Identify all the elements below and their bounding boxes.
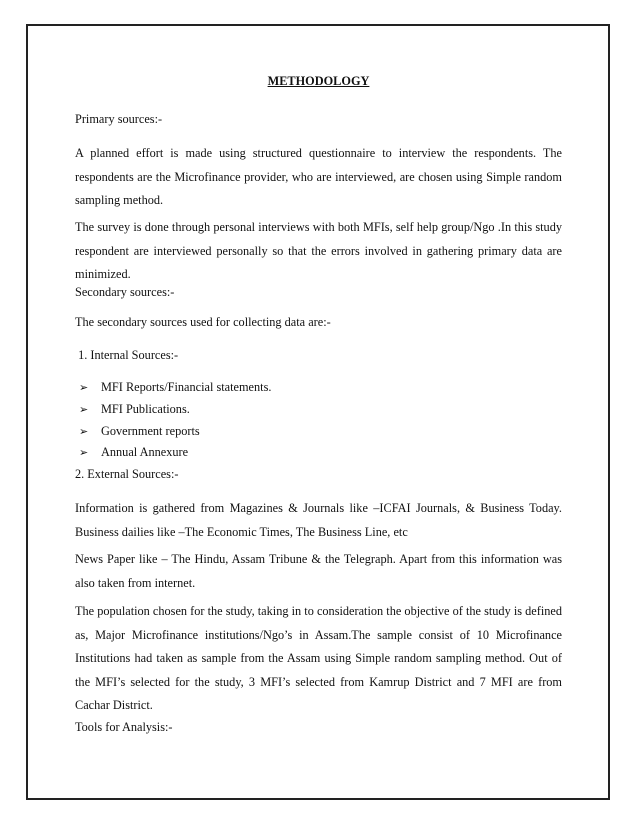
external-paragraph-1: Information is gathered from Magazines & Journals like –ICFAI Journals, & Business Today. Business dailies like –The Economic Times, The Business Line, etc bbox=[75, 501, 562, 539]
external-sources-heading: 2. External Sources:- bbox=[75, 467, 179, 481]
list-item: ➢ MFI Publications. bbox=[79, 402, 190, 416]
primary-sources-heading: Primary sources:- bbox=[75, 112, 163, 126]
secondary-sources-heading: Secondary sources:- bbox=[75, 285, 175, 299]
arrow-bullet-icon: ➢ bbox=[79, 447, 89, 459]
population-paragraph: The population chosen for the study, taking in to consideration the objective of the study is defined as, Major Microfinance institutions/Ngo’s in Assam.The sample consist of 10 Microfinance Institutions had taken as sample from the Assam using Simple random sampling method. Out of the MFI’s selected for the study, 3 MFI’s selected from Kamrup District and 7 MFI are from Cachar District. bbox=[75, 604, 562, 712]
tools-heading: Tools for Analysis:- bbox=[75, 720, 173, 734]
external-paragraph-2: News Paper like – The Hindu, Assam Tribune & the Telegraph. Apart from this information was also taken from internet. bbox=[75, 552, 562, 590]
secondary-intro: The secondary sources used for collecting data are:- bbox=[75, 315, 331, 329]
list-item: ➢ Annual Annexure bbox=[79, 445, 189, 459]
primary-paragraph-2: The survey is done through personal interviews with both MFIs, self help group/Ngo .In this study respondent are interviewed personally so that the errors involved in gathering primary data are minimized. bbox=[75, 220, 562, 281]
arrow-bullet-icon: ➢ bbox=[79, 404, 89, 416]
arrow-bullet-icon: ➢ bbox=[79, 426, 89, 438]
arrow-bullet-icon: ➢ bbox=[79, 382, 89, 394]
page-title: METHODOLOGY bbox=[267, 74, 370, 88]
list-item: ➢ Government reports bbox=[79, 424, 200, 438]
internal-sources-heading: 1. Internal Sources:- bbox=[75, 348, 179, 362]
list-item: ➢ MFI Reports/Financial statements. bbox=[79, 380, 272, 394]
primary-paragraph-1: A planned effort is made using structured questionnaire to interview the respondents. The respondents are the Microfinance provider, who are interviewed, are chosen using Simple random sampling method. bbox=[75, 146, 562, 207]
